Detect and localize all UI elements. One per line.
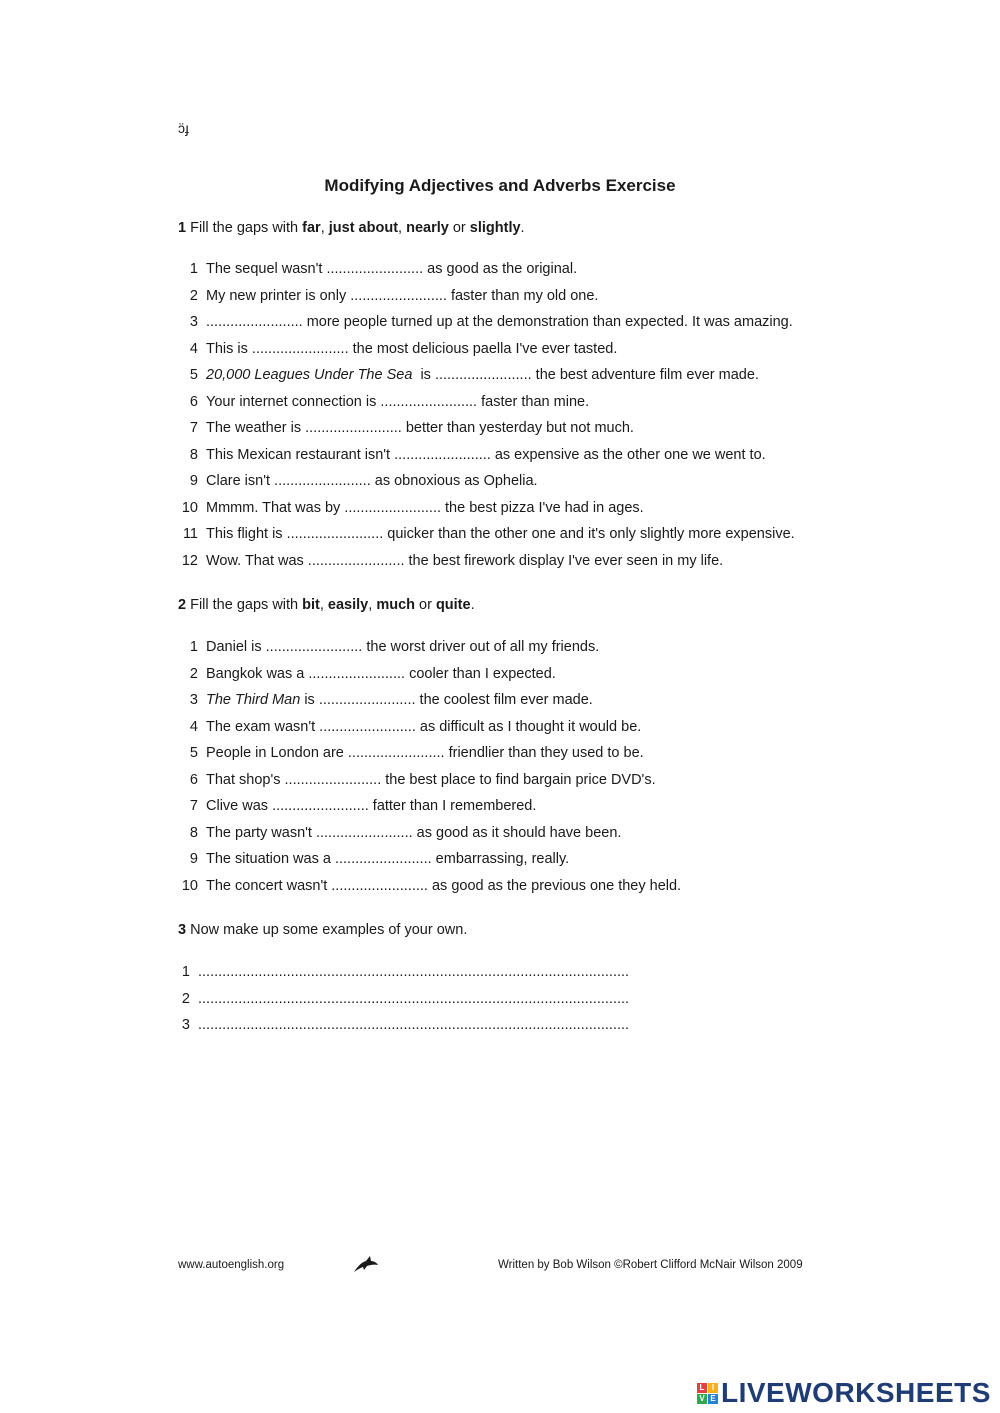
corner-mark: ɔ̈ɟ <box>178 120 189 136</box>
item-number: 2 <box>189 287 198 304</box>
item-number: 6 <box>189 771 198 788</box>
list-item <box>178 495 795 522</box>
instruction-text: Fill the gaps with <box>186 597 303 613</box>
item-number: 10 <box>181 499 198 516</box>
title-text: The Third Man <box>206 692 301 708</box>
item-number: 3 <box>189 692 198 708</box>
list-item <box>178 362 795 389</box>
sentence-text: The party wasn't ........................ as good as it should have been. <box>206 824 622 841</box>
list-item <box>178 767 681 794</box>
section3-instruction <box>178 921 467 939</box>
list-item <box>178 309 795 336</box>
instruction-text: Now make up some examples of your own. <box>186 922 468 938</box>
item-number: 9 <box>189 473 198 489</box>
item-number: 1 <box>181 964 190 980</box>
item-number: 9 <box>189 851 198 867</box>
list-item <box>178 442 795 469</box>
section1-number: 1 <box>178 220 187 236</box>
item-number: 6 <box>189 393 198 410</box>
sentence-text: People in London are ........................ friendlier than they used to be. <box>206 745 644 761</box>
keyword: slightly <box>469 220 521 236</box>
dotted-line: ........................................................................................................... <box>198 964 630 980</box>
item-number: 12 <box>181 552 198 569</box>
instruction-text: or <box>414 597 436 613</box>
sentence-text: Bangkok was a ........................ cooler than I expected. <box>206 665 556 682</box>
instruction-text: , <box>368 597 377 613</box>
item-number: 8 <box>189 824 198 841</box>
sentence-text: The sequel wasn't ........................ as good as the original. <box>206 261 578 277</box>
answer-line <box>178 986 629 1013</box>
footer-credit: Written by Bob Wilson ©Robert Clifford McNair Wilson 2009 <box>498 1259 803 1271</box>
sentence-text: This flight is ........................ quicker than the other one and it's only slightly more expensive. <box>206 526 795 542</box>
bird-logo-icon <box>352 1252 380 1281</box>
sentence-text: is ........................ the coolest film ever made. <box>300 692 593 708</box>
keyword: far <box>302 220 321 236</box>
badge-letter: I <box>708 1383 718 1393</box>
list-item <box>178 820 681 847</box>
keyword: quite <box>435 597 471 613</box>
section2-number: 2 <box>178 597 187 613</box>
sentence-text: Wow. That was ........................ the best firework display I've ever seen in my life. <box>206 552 724 569</box>
item-number: 4 <box>189 718 198 735</box>
sentence-text: Clare isn't ........................ as obnoxious as Ophelia. <box>206 473 538 489</box>
section3-number: 3 <box>178 922 187 938</box>
badge-letter: V <box>697 1394 707 1404</box>
list-item <box>178 283 795 310</box>
list-item <box>178 468 795 495</box>
item-number: 3 <box>181 1017 190 1033</box>
keyword: nearly <box>406 220 449 236</box>
list-item <box>178 740 681 767</box>
item-number: 2 <box>181 990 190 1007</box>
section2-instruction-text <box>186 597 475 613</box>
sentence-text: The concert wasn't ........................ as good as the previous one they held. <box>206 877 682 894</box>
sentence-text: Your internet connection is ........................ faster than mine. <box>206 393 590 410</box>
sentence-text: Daniel is ........................ the worst driver out of all my friends. <box>206 639 600 655</box>
instruction-text: or <box>448 220 470 236</box>
item-number: 10 <box>181 877 198 894</box>
keyword: easily <box>327 597 369 613</box>
answer-line <box>178 959 629 986</box>
sentence-text: The exam wasn't ........................ as difficult as I thought it would be. <box>206 718 642 735</box>
sentence-text: The weather is ........................ better than yesterday but not much. <box>206 420 634 436</box>
sentence-text: is ........................ the best adventure film ever made. <box>412 367 759 383</box>
sentence-text: That shop's ........................ the best place to find bargain price DVD's. <box>206 771 656 788</box>
dotted-line: ........................................................................................................... <box>198 990 630 1007</box>
list-item <box>178 389 795 416</box>
item-number: 4 <box>189 340 198 357</box>
keyword: much <box>376 597 415 613</box>
section3-instruction-text <box>186 922 467 938</box>
item-number: 5 <box>189 367 198 383</box>
section2-list <box>178 634 681 899</box>
brand-text: LIVEWORKSHEETS <box>721 1377 991 1408</box>
list-item <box>178 415 795 442</box>
title-text: 20,000 Leagues Under The Sea <box>206 367 413 383</box>
list-item <box>178 687 681 714</box>
instruction-text: . <box>520 220 525 236</box>
sentence-text: Mmmm. That was by ........................ the best pizza I've had in ages. <box>206 499 644 516</box>
item-number: 5 <box>189 745 198 761</box>
list-item <box>178 873 681 900</box>
list-item <box>178 661 681 688</box>
item-number: 7 <box>189 420 198 436</box>
instruction-text: Fill the gaps with <box>186 220 303 236</box>
sentence-text: This Mexican restaurant isn't ........................ as expensive as the other one we went to. <box>206 446 766 463</box>
item-number: 11 <box>182 526 198 542</box>
sentence-text: This is ........................ the most delicious paella I've ever tasted. <box>206 340 618 357</box>
section1-instruction <box>178 219 525 237</box>
keyword: just about <box>328 220 399 236</box>
footer-website: www.autoenglish.org <box>178 1259 285 1271</box>
section3-list <box>178 959 629 1039</box>
item-number: 8 <box>189 446 198 463</box>
item-number: 1 <box>189 639 198 655</box>
sentence-text: Clive was ........................ fatter than I remembered. <box>206 798 537 814</box>
list-item <box>178 548 795 575</box>
badge-letter: E <box>708 1394 718 1404</box>
list-item <box>178 846 681 873</box>
instruction-text: , <box>320 220 329 236</box>
keyword: bit <box>302 597 320 613</box>
instruction-text: , <box>319 597 328 613</box>
instruction-text: . <box>470 597 475 613</box>
list-item <box>178 336 795 363</box>
instruction-text: , <box>398 220 407 236</box>
sentence-text: My new printer is only ........................ faster than my old one. <box>206 287 599 304</box>
list-item <box>178 793 681 820</box>
item-number: 1 <box>189 261 198 277</box>
sentence-text: The situation was a ........................ embarrassing, really. <box>206 851 570 867</box>
liveworksheets-logo[interactable] <box>697 1378 991 1408</box>
section1-list <box>178 256 795 574</box>
item-number: 2 <box>189 665 198 682</box>
list-item <box>178 634 681 661</box>
answer-line <box>178 1012 629 1039</box>
sentence-text: ........................ more people turned up at the demonstration than expected. It was amazing. <box>206 314 793 330</box>
dotted-line: ........................................................................................................... <box>198 1017 630 1033</box>
list-item <box>178 256 795 283</box>
badge-letter: L <box>697 1383 707 1393</box>
list-item <box>178 521 795 548</box>
page-title: Modifying Adjectives and Adverbs Exercise <box>324 176 676 195</box>
item-number: 7 <box>189 798 198 814</box>
brand-badge-icon <box>697 1383 718 1404</box>
section1-instruction-text <box>186 220 525 236</box>
list-item <box>178 714 681 741</box>
section2-instruction <box>178 596 475 614</box>
item-number: 3 <box>189 314 198 330</box>
